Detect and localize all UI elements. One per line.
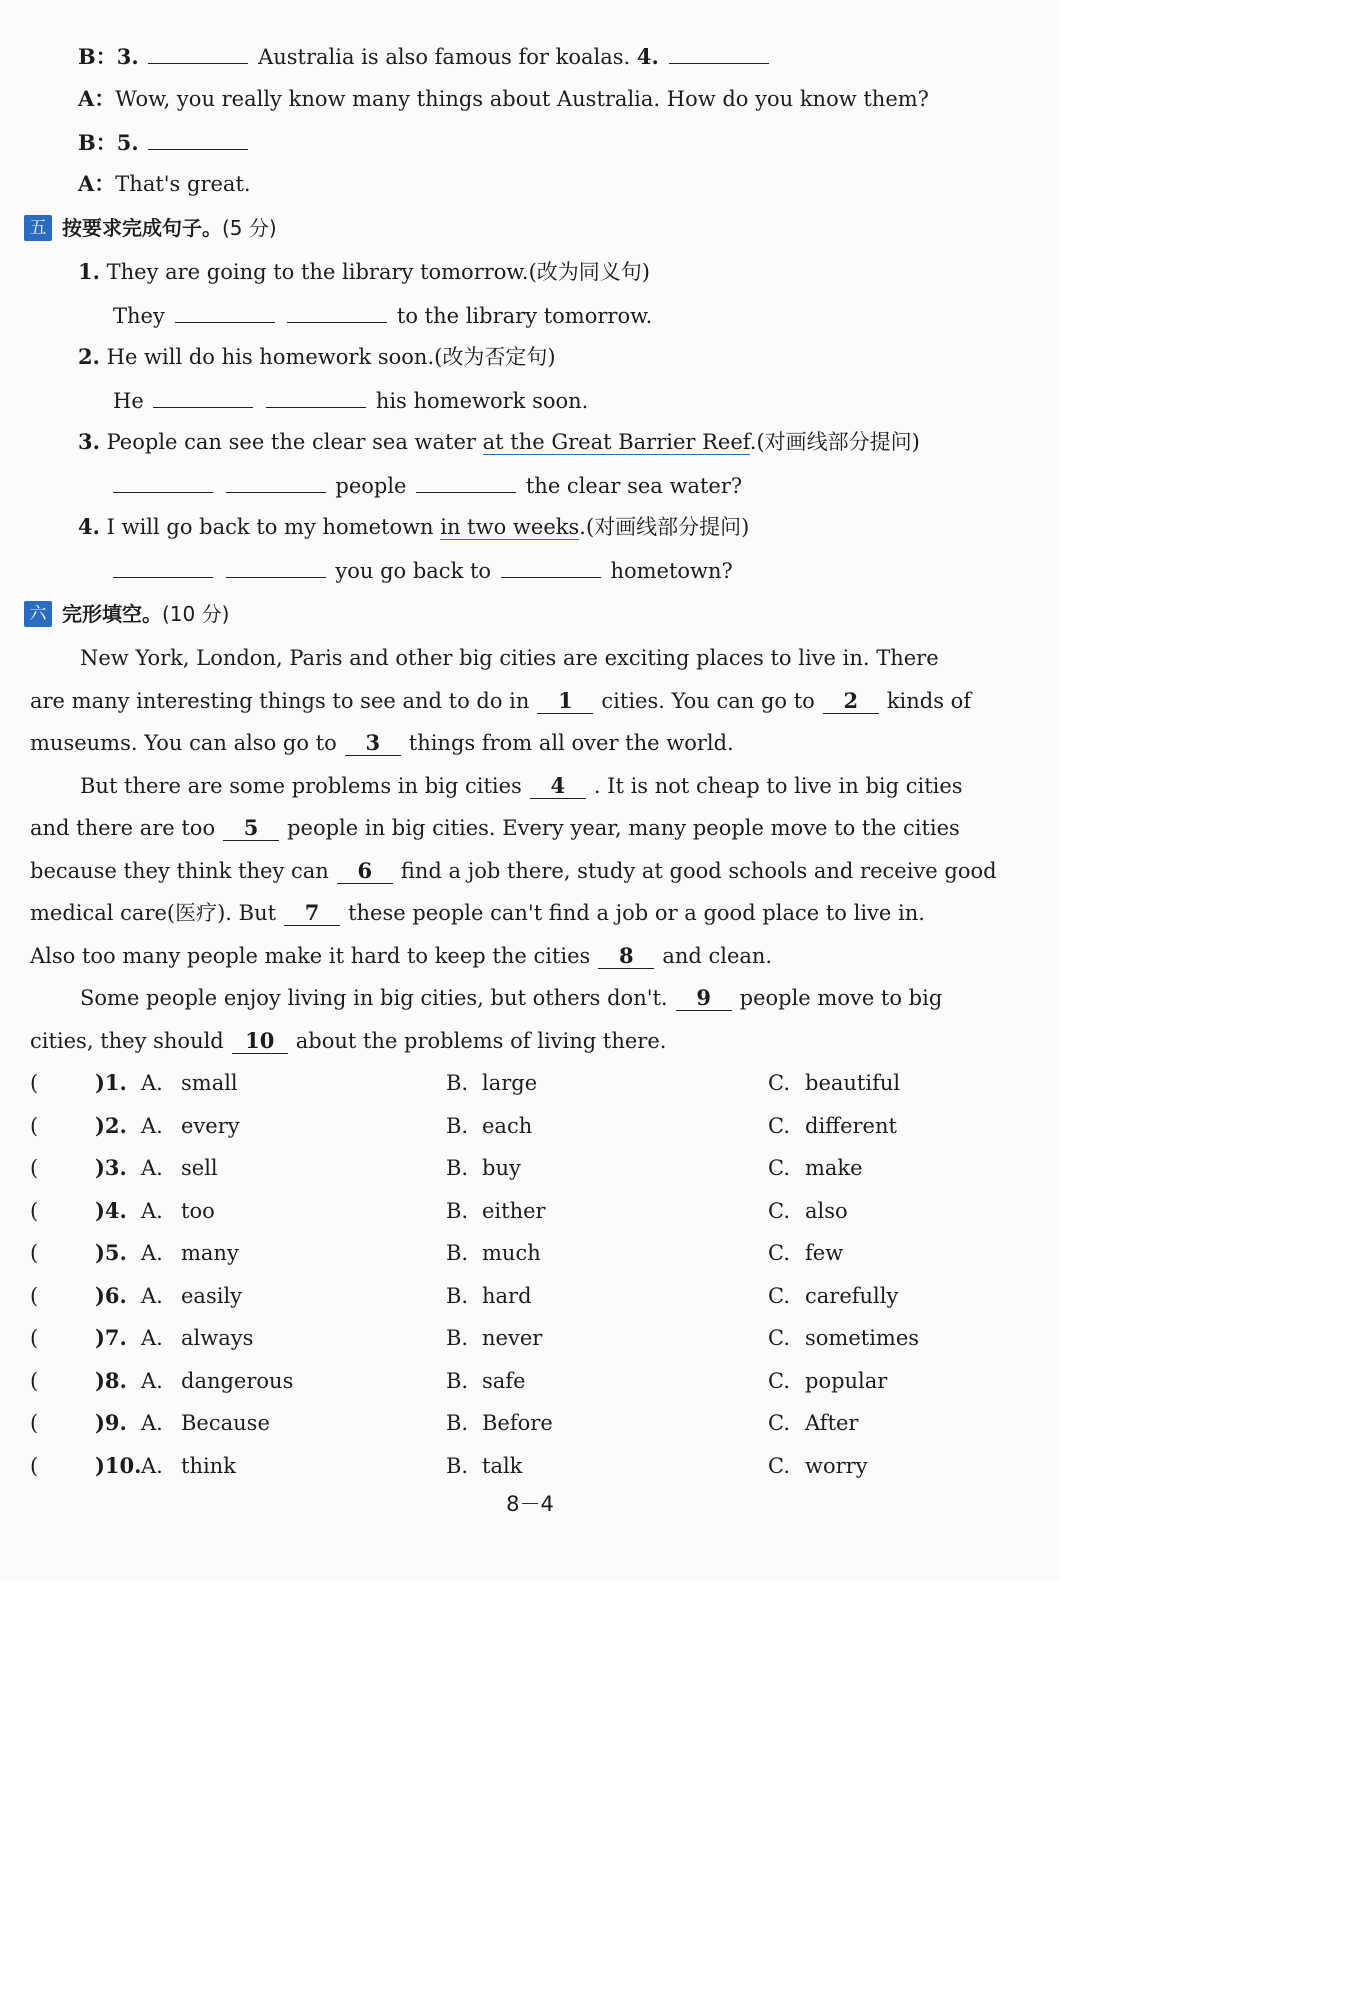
answer-text: They (113, 304, 165, 328)
underlined-phrase: in two weeks (440, 515, 580, 539)
option-c-text[interactable]: few (805, 1241, 844, 1265)
question-note: (对画线部分提问) (756, 430, 920, 454)
option-c-letter: C. (768, 1411, 790, 1435)
passage-line (30, 941, 1060, 971)
passage-line (30, 728, 1060, 758)
question-note: (改为同义句) (528, 260, 650, 284)
answer-text: you go back to (335, 559, 492, 583)
passage-text: But there are some problems in big cities (80, 774, 522, 798)
option-number: )8. (95, 1367, 127, 1393)
passage-text: these people can't find a job or a good place to live in. (348, 901, 925, 925)
cloze-blank[interactable]: 3 (345, 731, 401, 756)
option-b-letter: B. (446, 1326, 469, 1350)
passage-text: because they think they can (30, 859, 329, 883)
s5-q1-prompt (78, 257, 1060, 287)
passage-line (30, 686, 1060, 716)
passage-line (80, 643, 1060, 673)
answer-blank[interactable] (226, 555, 326, 578)
option-b-letter: B. (446, 1241, 469, 1265)
option-c-text[interactable]: sometimes (805, 1326, 920, 1350)
option-c-text[interactable]: different (805, 1113, 897, 1138)
option-c-text[interactable]: make (805, 1156, 863, 1180)
question-text: People can see the clear sea water (106, 430, 483, 454)
option-number: )5. (95, 1240, 127, 1265)
option-c-letter: C. (768, 1156, 790, 1180)
passage-text: things from all over the world. (408, 731, 734, 755)
dialogue-line-b3 (78, 41, 1060, 71)
answer-paren[interactable]: ( (30, 1198, 39, 1223)
answer-blank[interactable] (113, 555, 213, 578)
passage-text: kinds of (886, 689, 972, 713)
answer-blank[interactable] (501, 555, 601, 578)
passage-text: . It is not cheap to live in big cities (593, 774, 963, 798)
option-c-text[interactable]: After (805, 1411, 859, 1435)
option-a-letter: A. (141, 1283, 163, 1308)
option-number: )7. (95, 1325, 127, 1350)
page-number: 8－4 (506, 1492, 554, 1516)
question-text-end: . (579, 515, 586, 539)
cloze-blank[interactable]: 9 (676, 986, 732, 1011)
option-a-letter: A. (141, 1453, 163, 1478)
passage-text: cities, they should (30, 1029, 224, 1053)
dialogue-line-a1 (78, 84, 1060, 114)
question-number: 3. (78, 429, 100, 454)
option-b-text[interactable]: either (482, 1198, 546, 1223)
option-a-letter: A. (141, 1411, 163, 1435)
option-c-letter: C. (768, 1113, 790, 1138)
option-b-text[interactable]: hard (482, 1283, 532, 1308)
speaker-label: A： (78, 171, 116, 196)
option-a-text[interactable]: sell (181, 1156, 218, 1180)
option-b-text[interactable]: talk (482, 1453, 523, 1478)
option-c-letter: C. (768, 1326, 790, 1350)
cloze-blank[interactable]: 7 (284, 901, 340, 926)
option-number: )4. (95, 1197, 127, 1223)
section-5-header (24, 211, 277, 243)
answer-blank[interactable] (416, 470, 516, 493)
section-badge: 六 (24, 601, 52, 627)
option-a-text[interactable]: many (181, 1241, 239, 1265)
option-c-text[interactable]: popular (805, 1368, 888, 1393)
option-b-text[interactable]: never (482, 1326, 543, 1350)
section-badge: 五 (24, 215, 52, 241)
section-score: (5 分) (222, 216, 277, 240)
option-number: )10. (95, 1452, 142, 1478)
passage-text: and clean. (662, 944, 773, 968)
option-a-letter: A. (141, 1198, 163, 1223)
answer-paren[interactable]: ( (30, 1071, 39, 1095)
section-title: 按要求完成句子。 (62, 216, 222, 240)
option-c-letter: C. (768, 1453, 790, 1478)
option-number: )3. (95, 1155, 127, 1180)
option-b-letter: B. (446, 1453, 469, 1478)
option-b-letter: B. (446, 1368, 469, 1393)
dialogue-text: Australia is also famous for koalas. (258, 45, 631, 69)
option-a-letter: A. (141, 1326, 163, 1350)
option-a-text[interactable]: dangerous (181, 1368, 294, 1393)
passage-text: are many interesting things to see and to do in (30, 689, 530, 713)
question-number: 4. (78, 514, 100, 539)
option-b-text[interactable]: each (482, 1113, 533, 1138)
option-b-text[interactable]: safe (482, 1368, 526, 1393)
passage-line (30, 856, 1060, 886)
passage-line (30, 1026, 1060, 1056)
passage-text: Also too many people make it hard to keep the cities (30, 944, 591, 968)
passage-text: about the problems of living there. (295, 1029, 667, 1053)
answer-text: people (335, 474, 407, 498)
s5-q4-answer (110, 555, 1060, 585)
question-note: (对画线部分提问) (585, 515, 750, 539)
underlined-phrase: at the Great Barrier Reef (482, 430, 750, 454)
answer-text: He (113, 389, 144, 413)
s5-q2-answer (113, 385, 1060, 415)
answer-blank[interactable] (287, 300, 387, 323)
option-b-letter: B. (446, 1411, 469, 1435)
option-a-text[interactable]: think (181, 1453, 236, 1478)
answer-text: to the library tomorrow. (396, 304, 653, 328)
passage-line (80, 771, 1060, 801)
answer-blank[interactable] (226, 470, 326, 493)
option-b-letter: B. (446, 1071, 469, 1095)
answer-paren[interactable]: ( (30, 1453, 39, 1478)
option-number: )2. (95, 1112, 127, 1138)
s5-q1-answer (113, 300, 1060, 330)
option-c-letter: C. (768, 1198, 790, 1223)
passage-line (30, 898, 1060, 928)
question-text-end: . (749, 430, 757, 454)
cloze-blank[interactable]: 2 (823, 689, 879, 714)
question-text: They are going to the library tomorrow. (106, 260, 529, 284)
s5-q3-prompt (78, 427, 1060, 457)
option-a-letter: A. (141, 1071, 163, 1095)
answer-blank[interactable] (148, 127, 248, 150)
option-b-letter: B. (446, 1156, 469, 1180)
option-c-text[interactable]: carefully (805, 1283, 899, 1308)
option-b-text[interactable]: large (482, 1071, 538, 1095)
passage-text: New York, London, Paris and other big cities are exciting places to live in. There (80, 646, 939, 670)
cloze-blank[interactable]: 8 (598, 944, 654, 969)
speaker-label: A： (78, 86, 116, 111)
answer-paren[interactable]: ( (30, 1411, 39, 1435)
option-c-text[interactable]: also (805, 1198, 848, 1223)
option-a-text[interactable]: easily (181, 1283, 243, 1308)
section-score: (10 分) (162, 602, 230, 626)
passage-text: find a job there, study at good schools and receive good (400, 859, 997, 883)
answer-blank[interactable] (153, 385, 253, 408)
passage-text: and there are too (30, 816, 216, 840)
option-c-letter: C. (768, 1241, 790, 1265)
cloze-blank[interactable]: 10 (232, 1029, 288, 1054)
option-c-letter: C. (768, 1283, 790, 1308)
passage-text: people move to big (739, 986, 943, 1010)
passage-text: Some people enjoy living in big cities, but others don't. (80, 986, 668, 1010)
dialogue-text: That's great. (115, 172, 251, 196)
option-c-letter: C. (768, 1368, 790, 1393)
speaker-label: B： (78, 44, 117, 69)
speaker-label: B： (78, 130, 117, 155)
option-b-text[interactable]: much (482, 1241, 541, 1265)
answer-blank[interactable] (113, 470, 213, 493)
option-a-text[interactable]: every (181, 1113, 240, 1138)
option-b-text[interactable]: buy (482, 1156, 521, 1180)
passage-line (30, 813, 1060, 843)
option-b-text[interactable]: Before (482, 1411, 553, 1435)
answer-paren[interactable]: ( (30, 1326, 39, 1350)
option-a-text[interactable]: Because (181, 1411, 270, 1435)
answer-paren[interactable]: ( (30, 1113, 39, 1138)
section-title: 完形填空。 (62, 602, 162, 626)
s5-q4-prompt (78, 512, 1060, 542)
option-number: )1. (95, 1070, 127, 1095)
answer-text: the clear sea water? (525, 474, 743, 498)
question-text: He will do his homework soon. (106, 345, 435, 369)
answer-paren[interactable]: ( (30, 1156, 39, 1180)
question-note: (改为否定句) (434, 345, 556, 369)
cloze-blank[interactable]: 6 (337, 859, 393, 884)
option-number: )6. (95, 1282, 127, 1308)
s5-q2-prompt (78, 342, 1060, 372)
option-c-text[interactable]: beautiful (805, 1071, 901, 1095)
passage-text: people in big cities. Every year, many people move to the cities (287, 816, 960, 840)
cloze-blank[interactable]: 5 (223, 816, 279, 841)
option-a-letter: A. (141, 1156, 163, 1180)
cloze-blank[interactable]: 4 (530, 774, 586, 799)
question-number: 1. (78, 259, 100, 284)
option-a-text[interactable]: too (181, 1198, 215, 1223)
question-number: 4. (636, 44, 659, 69)
answer-blank[interactable] (148, 41, 248, 64)
cloze-blank[interactable]: 1 (537, 689, 593, 714)
passage-text: medical care(医疗). But (30, 901, 277, 925)
passage-text: museums. You can also go to (30, 731, 337, 755)
option-b-letter: B. (446, 1113, 469, 1138)
option-c-letter: C. (768, 1071, 790, 1095)
dialogue-line-a2 (78, 169, 1060, 199)
question-number: 2. (78, 344, 100, 369)
option-a-text[interactable]: always (181, 1326, 254, 1350)
option-b-letter: B. (446, 1198, 469, 1223)
dialogue-line-b5 (78, 127, 1060, 157)
question-number: 3. (116, 44, 139, 69)
answer-blank[interactable] (175, 300, 275, 323)
option-a-letter: A. (141, 1113, 163, 1138)
question-number: 5. (116, 130, 139, 155)
option-b-letter: B. (446, 1283, 469, 1308)
passage-text: cities. You can go to (601, 689, 815, 713)
answer-paren[interactable]: ( (30, 1283, 39, 1308)
option-number: )9. (95, 1410, 127, 1435)
option-c-text[interactable]: worry (805, 1453, 868, 1478)
option-a-text[interactable]: small (181, 1071, 238, 1095)
dialogue-text: Wow, you really know many things about Australia. How do you know them? (115, 87, 929, 111)
answer-blank[interactable] (669, 41, 769, 64)
passage-line (80, 983, 1060, 1013)
s5-q3-answer (110, 470, 1060, 500)
question-text: I will go back to my hometown (106, 515, 441, 539)
answer-text: hometown? (610, 559, 733, 583)
answer-paren[interactable]: ( (30, 1241, 39, 1265)
answer-blank[interactable] (266, 385, 366, 408)
section-6-header (24, 597, 229, 629)
option-a-letter: A. (141, 1241, 163, 1265)
option-a-letter: A. (141, 1368, 163, 1393)
answer-text: his homework soon. (375, 389, 589, 413)
answer-paren[interactable]: ( (30, 1368, 39, 1393)
